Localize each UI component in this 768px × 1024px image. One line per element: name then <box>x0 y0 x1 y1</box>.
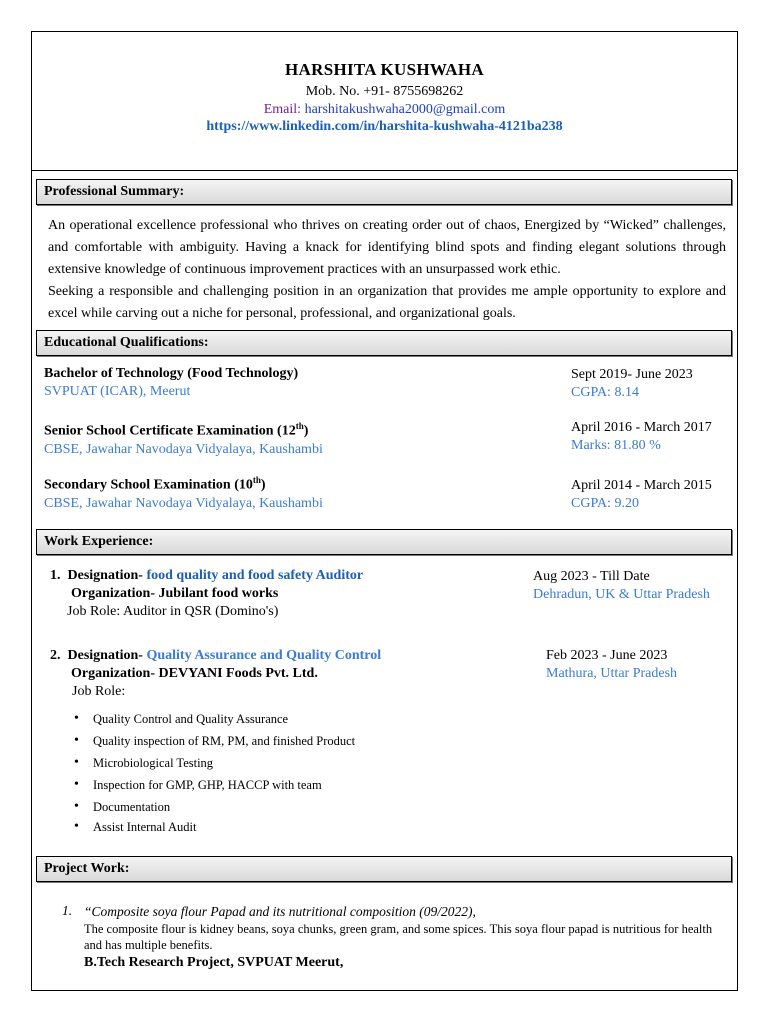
email-line <box>31 102 738 118</box>
section-header-education <box>36 330 732 356</box>
organization: Jubilant food works <box>158 586 279 601</box>
section-title: Professional Summary: <box>44 184 185 199</box>
work-location: Mathura, Uttar Pradesh <box>546 666 678 681</box>
job-role: Job Role: <box>72 684 126 699</box>
education-dates: April 2016 - March 2017 <box>571 420 712 435</box>
degree-title: Secondary School Examination (10th) <box>44 475 266 493</box>
education-entry <box>44 471 323 513</box>
mobile-number: Mob. No. +91- 8755698262 <box>305 84 464 99</box>
header-divider <box>31 170 738 171</box>
job-role-list <box>74 708 355 838</box>
education-dates: April 2014 - March 2015 <box>571 478 712 493</box>
list-item: • Quality Control and Quality Assurance <box>74 708 355 730</box>
professional-summary <box>48 215 726 325</box>
institution: CBSE, Jawahar Navodaya Vidyalaya, Kaushambi <box>44 441 323 457</box>
work-dates-location <box>546 647 677 683</box>
project-title: “Composite soya flour Papad and its nutritional composition (09/2022), <box>84 904 476 919</box>
list-item: • Assist Internal Audit <box>74 816 355 838</box>
summary-paragraph: Seeking a responsible and challenging position in an organization that provides me ample opportunity to explore and excel while carving out a niche for personal, professional, and organizational goals. <box>48 284 726 321</box>
list-item: • Quality inspection of RM, PM, and finished Product <box>74 730 355 752</box>
email-link[interactable]: harshitakushwaha2000@gmail.com <box>304 102 506 117</box>
education-dates-score <box>571 419 712 455</box>
linkedin-link[interactable]: https://www.linkedin.com/in/harshita-kushwaha-4121ba238 <box>206 119 563 134</box>
education-score: Marks: 81.80 % <box>571 438 661 453</box>
project-description: The composite flour is kidney beans, soya chunks, green gram, and some spices. This soya flour papad is nutritious for health and has multiple benefits. <box>84 922 713 952</box>
organization-line: Organization- Jubilant food works <box>71 586 279 601</box>
designation: Quality Assurance and Quality Control <box>146 648 382 663</box>
work-dates-location <box>533 568 710 604</box>
education-score: CGPA: 9.20 <box>571 496 639 511</box>
education-entry <box>44 417 323 459</box>
work-entry <box>50 647 381 701</box>
education-dates-score <box>571 366 693 402</box>
project-number: 1. <box>62 903 73 918</box>
list-item: • Microbiological Testing <box>74 752 355 774</box>
institution: CBSE, Jawahar Navodaya Vidyalaya, Kaushambi <box>44 495 323 511</box>
degree-title: Bachelor of Technology (Food Technology) <box>44 366 299 381</box>
education-score: CGPA: 8.14 <box>571 385 639 400</box>
section-title: Educational Qualifications: <box>44 335 209 350</box>
job-role: Job Role: Auditor in QSR (Domino's) <box>67 604 279 619</box>
institution: SVPUAT (ICAR), Meerut <box>44 384 191 399</box>
candidate-name: HARSHITA KUSHWAHA <box>285 60 484 79</box>
resume-header <box>31 60 738 135</box>
section-title: Project Work: <box>44 861 130 876</box>
email-label: Email: <box>263 102 305 117</box>
education-dates-score <box>571 477 712 513</box>
designation-line: 1. Designation- food quality and food safety Auditor <box>50 568 364 583</box>
section-header-project <box>36 856 732 882</box>
work-dates: Feb 2023 - June 2023 <box>546 648 668 663</box>
degree-title: Senior School Certificate Examination (12th) <box>44 421 309 439</box>
summary-paragraph: An operational excellence professional who thrives on creating order out of chaos, Energized by “Wicked” challenges, and comfortable with ambiguity. Having a knack for identifying blind spots and finding elegant solutions through extensive knowledge of continuous improvement practices with an unsurpassed work ethic. <box>48 218 726 277</box>
organization-line: Organization- DEVYANI Foods Pvt. Ltd. <box>71 666 318 681</box>
work-location: Dehradun, UK & Uttar Pradesh <box>533 587 710 602</box>
project-footer: B.Tech Research Project, SVPUAT Meerut, <box>84 955 344 970</box>
designation: food quality and food safety Auditor <box>146 568 364 583</box>
section-title: Work Experience: <box>44 534 154 549</box>
work-entry <box>50 567 363 621</box>
organization: DEVYANI Foods Pvt. Ltd. <box>158 666 318 681</box>
section-header-work <box>36 529 732 555</box>
education-dates: Sept 2019- June 2023 <box>571 367 693 382</box>
project-entry <box>62 903 722 973</box>
section-header-summary <box>36 179 732 205</box>
work-dates: Aug 2023 - Till Date <box>533 569 650 584</box>
list-item: • Documentation <box>74 796 355 816</box>
list-item: • Inspection for GMP, GHP, HACCP with team <box>74 774 355 796</box>
education-entry <box>44 365 298 401</box>
designation-line: 2. Designation- Quality Assurance and Quality Control <box>50 648 382 663</box>
